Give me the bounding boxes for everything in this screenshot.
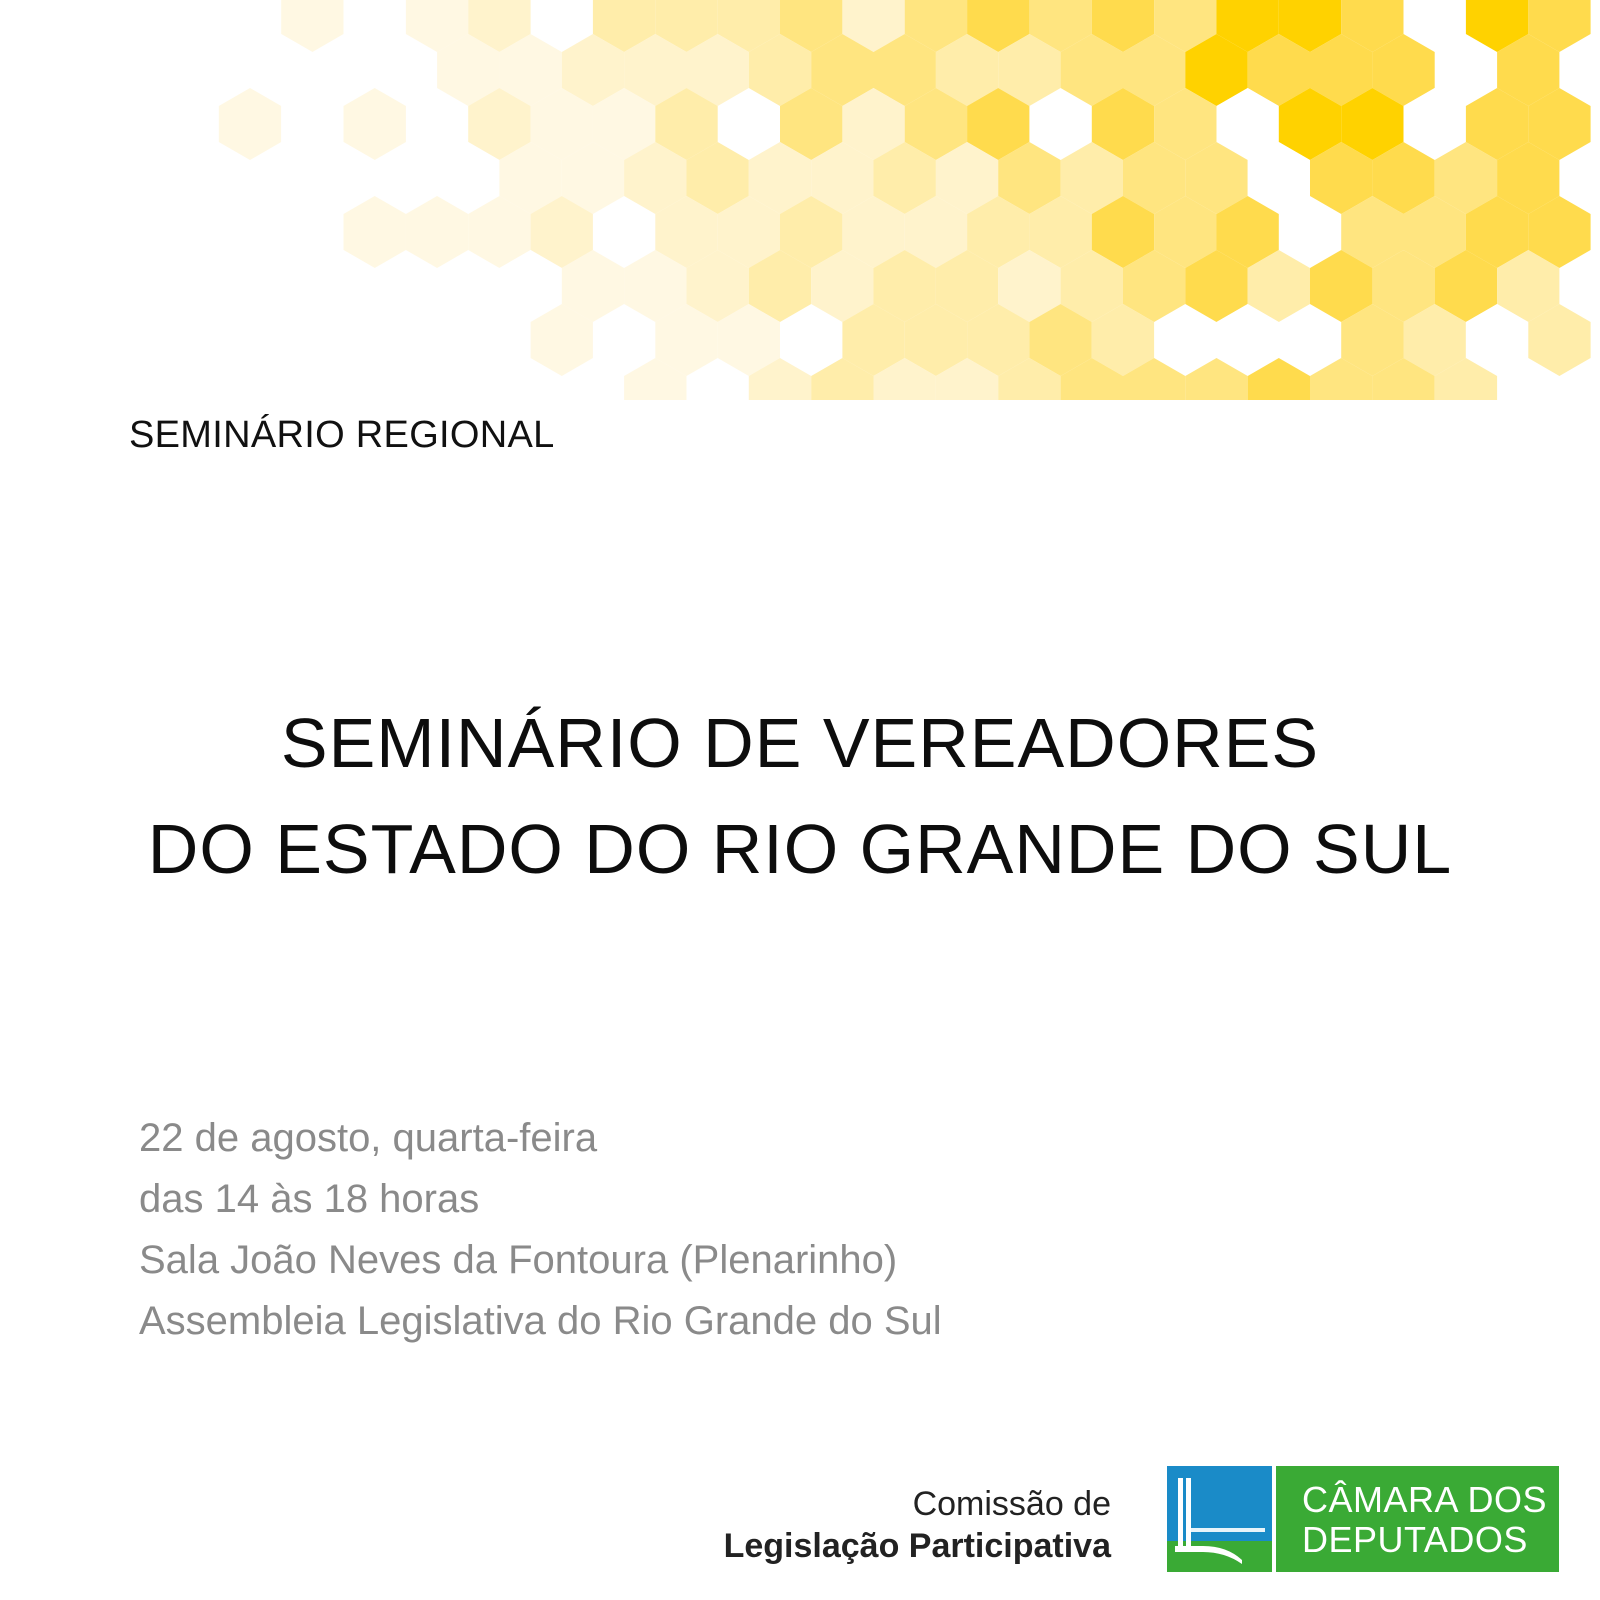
camara-logo-text — [1276, 1466, 1559, 1572]
event-time: das 14 às 18 horas — [139, 1177, 480, 1221]
event-title — [0, 690, 1600, 902]
event-date: 22 de agosto, quarta-feira — [139, 1116, 598, 1160]
honeycomb-cell — [344, 0, 406, 52]
event-title-line-1: SEMINÁRIO DE VEREADORES — [280, 704, 1320, 782]
event-place: Assembleia Legislativa do Rio Grande do Sul — [139, 1299, 942, 1343]
event-title-line-2: DO ESTADO DO RIO GRANDE DO SUL — [147, 810, 1453, 888]
committee-name — [724, 1483, 1111, 1567]
event-kicker: SEMINÁRIO REGIONAL — [129, 414, 555, 456]
camara-dos-deputados-emblem-icon — [1167, 1466, 1272, 1572]
logo-line-2: DEPUTADOS — [1302, 1519, 1528, 1560]
event-venue: Sala João Neves da Fontoura (Plenarinho) — [139, 1238, 898, 1282]
committee-line-2: Legislação Participativa — [723, 1527, 1111, 1565]
honeycomb-cell — [406, 304, 468, 376]
logo-line-1: CÂMARA DOS — [1302, 1479, 1548, 1520]
camara-logo — [1167, 1466, 1559, 1572]
committee-line-1: Comissão de — [912, 1485, 1111, 1523]
honeycomb-pattern — [0, 0, 1600, 400]
event-details — [139, 1108, 942, 1352]
